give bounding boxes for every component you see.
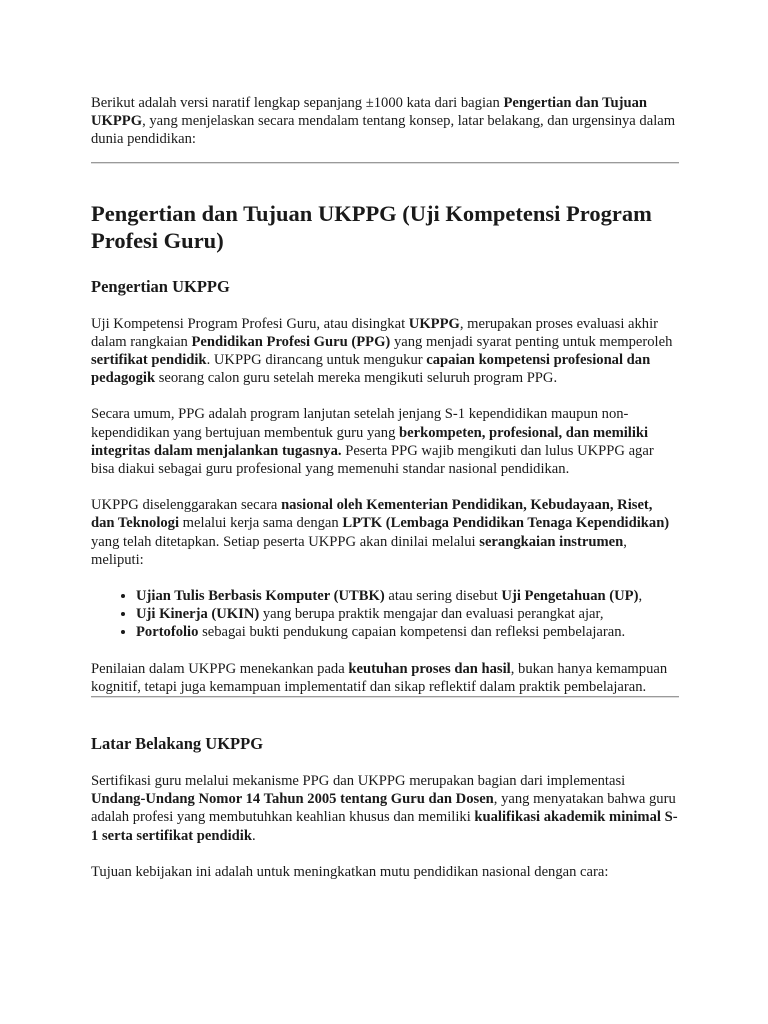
paragraph-definition <box>91 315 679 388</box>
bold-span: Pendidikan Profesi Guru (PPG) <box>191 333 391 350</box>
intro-text-end: , yang menjelaskan secara mendalam tentang konsep, latar belakang, dan urgensinya dalam dunia pendidikan: <box>91 113 676 148</box>
bold-span: UKPPG <box>408 315 460 332</box>
bold-span: Uji Kinerja (UKIN) <box>136 606 260 623</box>
text-span: UKPPG diselenggarakan secara <box>91 497 282 514</box>
intro-bold-topic: Pengertian dan Tujuan UKPPG <box>91 95 647 130</box>
text-span: , <box>638 588 643 605</box>
paragraph-ppg-general <box>91 405 679 478</box>
text-span: melalui kerja sama dengan <box>179 515 343 532</box>
paragraph-legal-basis <box>91 772 679 845</box>
text-span: Peserta PPG wajib mengikuti dan lulus UKPPG agar bisa diakui sebagai guru profesional yang memenuhi standar nasional pendidikan. <box>91 442 654 478</box>
intro-text: Berikut adalah versi naratif lengkap sepanjang ±1000 kata dari bagian <box>91 95 504 111</box>
intro-paragraph <box>91 94 679 149</box>
bold-span: berkompeten, profesional, dan memiliki integritas dalam menjalankan tugasnya. <box>91 424 649 459</box>
text-span: yang telah ditetapkan. Setiap peserta UKPPG akan dinilai melalui <box>91 533 480 550</box>
document-page <box>91 94 679 881</box>
bold-span: Portofolio <box>136 624 199 641</box>
bold-span: capaian kompetensi profesional dan pedagogik <box>91 352 651 387</box>
text-span: . <box>251 827 256 844</box>
list-item <box>136 623 679 641</box>
text-span: Uji Kompetensi Program Profesi Guru, atau disingkat <box>91 315 409 332</box>
bold-span: keutuhan proses dan hasil <box>348 660 511 677</box>
text-span: , yang menyatakan bahwa guru adalah profesi yang membutuhkan keahlian khusus dan memiliki <box>91 791 676 826</box>
text-span: Sertifikasi guru melalui mekanisme PPG dan UKPPG merupakan bagian dari implementasi <box>91 773 626 790</box>
text-span: seorang calon guru setelah mereka mengikuti seluruh program PPG. <box>155 370 558 387</box>
paragraph-policy-goal: Tujuan kebijakan ini adalah untuk meningkatkan mutu pendidikan nasional dengan cara: <box>91 863 609 880</box>
text-span: yang menjadi syarat penting untuk memperoleh <box>390 333 673 350</box>
horizontal-divider <box>91 696 679 698</box>
text-span: , bukan hanya kemampuan kognitif, tetapi juga kemampuan implementatif dan sikap reflektif dalam praktik pembelajaran. <box>91 660 668 695</box>
section-heading-pengertian: Pengertian UKPPG <box>91 276 230 296</box>
page-title: Pengertian dan Tujuan UKPPG (Uji Kompetensi Program Profesi Guru) <box>91 200 652 254</box>
bold-span: Undang-Undang Nomor 14 Tahun 2005 tentang Guru dan Dosen <box>91 791 494 808</box>
text-span: , merupakan proses evaluasi akhir dalam rangkaian <box>91 315 659 350</box>
text-span: yang berupa praktik mengajar dan evaluasi perangkat ajar, <box>259 606 604 623</box>
bold-span: Uji Pengetahuan (UP) <box>501 588 639 605</box>
list-item <box>136 587 679 605</box>
text-span: atau sering disebut <box>384 588 502 605</box>
text-span: , meliputi: <box>91 533 627 568</box>
instrument-list <box>91 587 679 642</box>
bold-span: kualifikasi akademik minimal S-1 serta sertifikat pendidik <box>91 809 678 844</box>
text-span: Penilaian dalam UKPPG menekankan pada <box>91 660 349 677</box>
list-item <box>136 605 679 623</box>
text-span: sebagai bukti pendukung capaian kompetensi dan refleksi pembelajaran. <box>198 624 626 641</box>
horizontal-divider <box>91 162 679 164</box>
text-span: . UKPPG dirancang untuk mengukur <box>206 352 427 369</box>
bold-span: Ujian Tulis Berbasis Komputer (UTBK) <box>136 588 385 605</box>
bold-span: serangkaian instrumen <box>479 533 624 550</box>
paragraph-assessment <box>91 660 679 696</box>
bold-span: LPTK (Lembaga Pendidikan Tenaga Kependidikan) <box>342 515 670 532</box>
paragraph-organizer <box>91 496 679 569</box>
bold-span: sertifikat pendidik <box>91 352 207 369</box>
text-span: Secara umum, PPG adalah program lanjutan setelah jenjang S-1 kependidikan maupun non-kependidikan yang bertujuan membentuk guru yang <box>91 406 629 441</box>
section-heading-latar-belakang: Latar Belakang UKPPG <box>91 734 264 754</box>
bold-span: nasional oleh Kementerian Pendidikan, Kebudayaan, Riset, dan Teknologi <box>91 497 653 532</box>
